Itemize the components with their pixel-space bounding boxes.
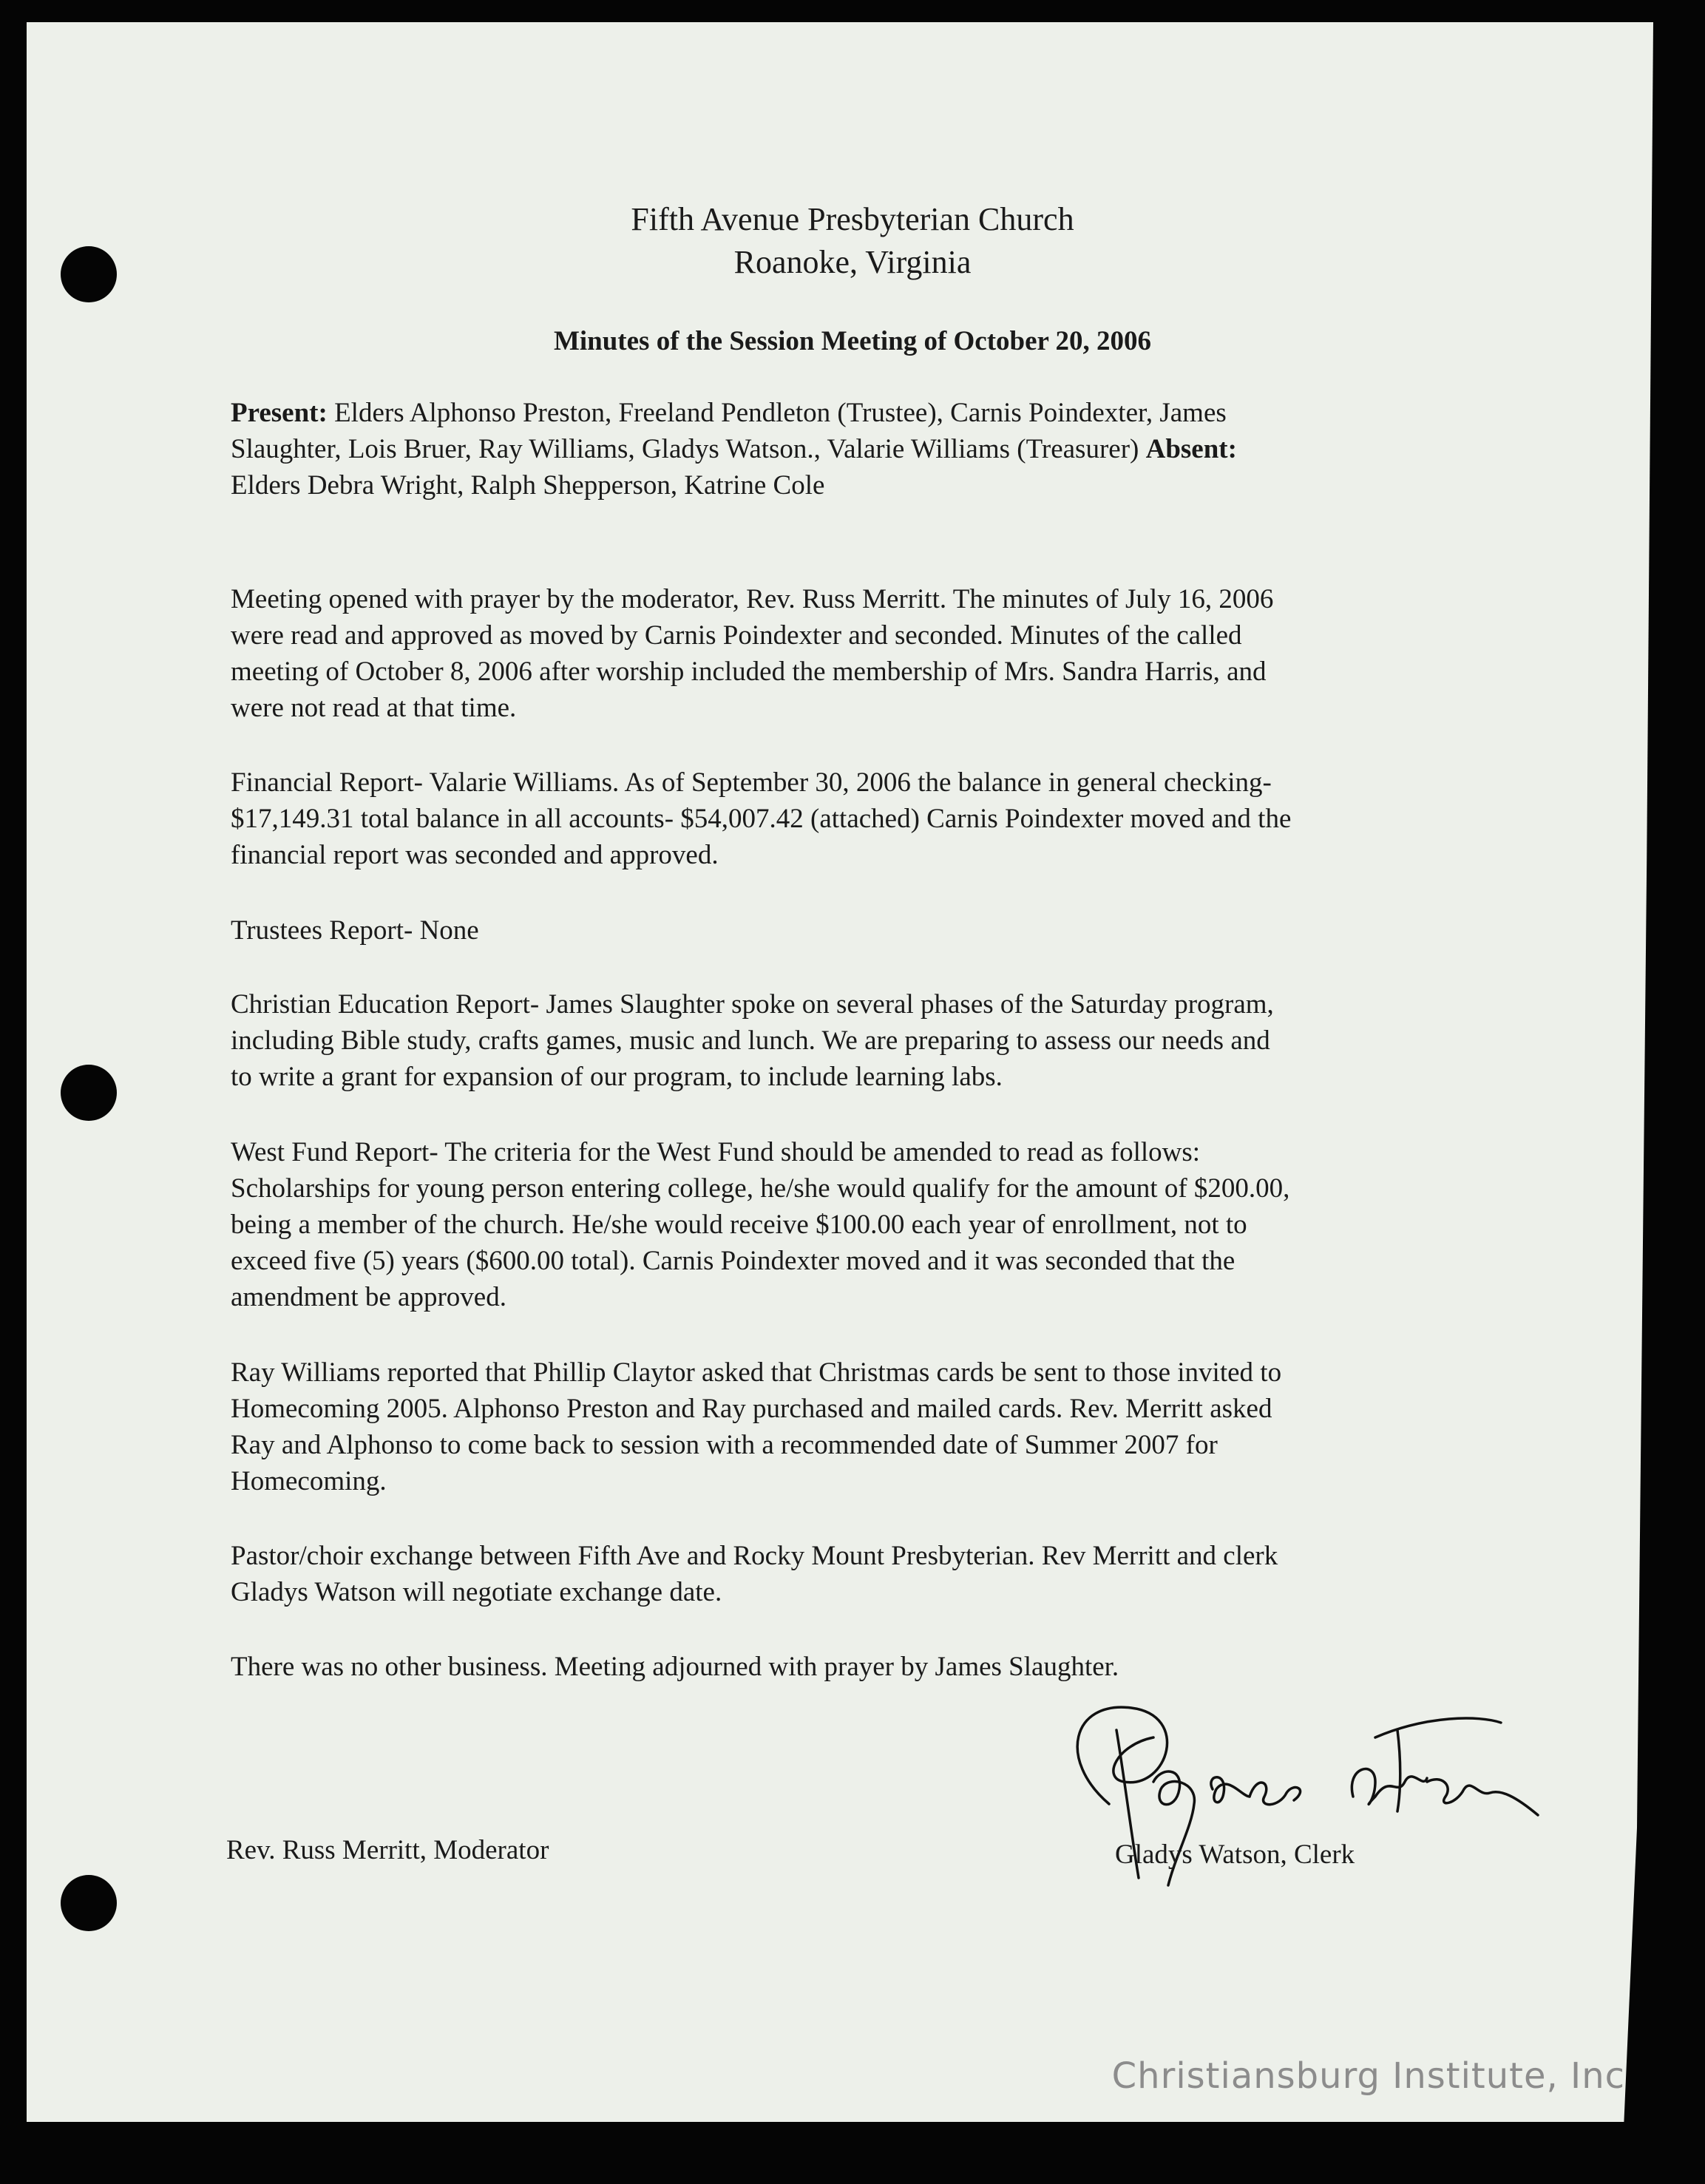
- absent-list: Elders Debra Wright, Ralph Shepperson, Katrine Cole: [231, 470, 825, 501]
- archive-watermark: Christiansburg Institute, Inc: [1111, 2055, 1625, 2097]
- trustees-report-paragraph: Trustees Report- None: [231, 915, 479, 946]
- present-label: Present:: [231, 398, 328, 428]
- attendance-paragraph: [231, 395, 1502, 503]
- west-fund-report-paragraph: West Fund Report- The criteria for the West Fund should be amended to read as follows: Scholarships for young person entering college, he/she would qualify for the amount of $200.00, being a member of the church. He/she would receive $100.00 each year of enrollment, not to exceed five (5) years ($600.00 total). Carnis Poindexter moved and it was seconded that the amendment be approved.: [231, 1137, 1290, 1312]
- church-name: Fifth Avenue Presbyterian Church: [631, 201, 1074, 237]
- exchange-paragraph: Pastor/choir exchange between Fifth Ave and Rocky Mount Presbyterian. Rev Merritt and clerk Gladys Watson will negotiate exchange date.: [231, 1541, 1278, 1607]
- moderator-signature-line: Rev. Russ Merritt, Moderator: [226, 1835, 549, 1865]
- document-title: Minutes of the Session Meeting of October 20, 2006: [553, 326, 1152, 356]
- opening-paragraph: Meeting opened with prayer by the moderator, Rev. Russ Merritt. The minutes of July 16, 2006 were read and approved as moved by Carnis Poindexter and seconded. Minutes of the called meeting of October 8, 2006 after worship included the membership of Mrs. Sandra Harris, and were not read at that time.: [231, 584, 1274, 723]
- clerk-signature-line: Gladys Watson, Clerk: [1115, 1839, 1355, 1870]
- homecoming-paragraph: Ray Williams reported that Phillip Claytor asked that Christmas cards be sent to those invited to Homecoming 2005. Alphonso Preston and Ray purchased and mailed cards. Rev. Merritt asked Ray and Alphonso to come back to session with a recommended date of Summer 2007 for Homecoming.: [231, 1357, 1282, 1496]
- clerk-handwritten-signature: [1028, 1686, 1560, 1907]
- present-list: Elders Alphonso Preston, Freeland Pendleton (Trustee), Carnis Poindexter, James Slaughter, Lois Bruer, Ray Williams, Gladys Watson., Valarie Williams (Treasurer): [231, 398, 1227, 464]
- closing-paragraph: There was no other business. Meeting adjourned with prayer by James Slaughter.: [231, 1652, 1119, 1682]
- absent-label: Absent:: [1145, 434, 1237, 464]
- financial-report-paragraph: Financial Report- Valarie Williams. As of September 30, 2006 the balance in general checking- $17,149.31 total balance in all accounts- $54,007.42 (attached) Carnis Poindexter moved and the financial report was seconded and approved.: [231, 767, 1292, 870]
- education-report-paragraph: Christian Education Report- James Slaughter spoke on several phases of the Saturday program, including Bible study, crafts games, music and lunch. We are preparing to assess our needs and to write a grant for expansion of our program, to include learning labs.: [231, 989, 1274, 1092]
- church-location: Roanoke, Virginia: [733, 244, 972, 280]
